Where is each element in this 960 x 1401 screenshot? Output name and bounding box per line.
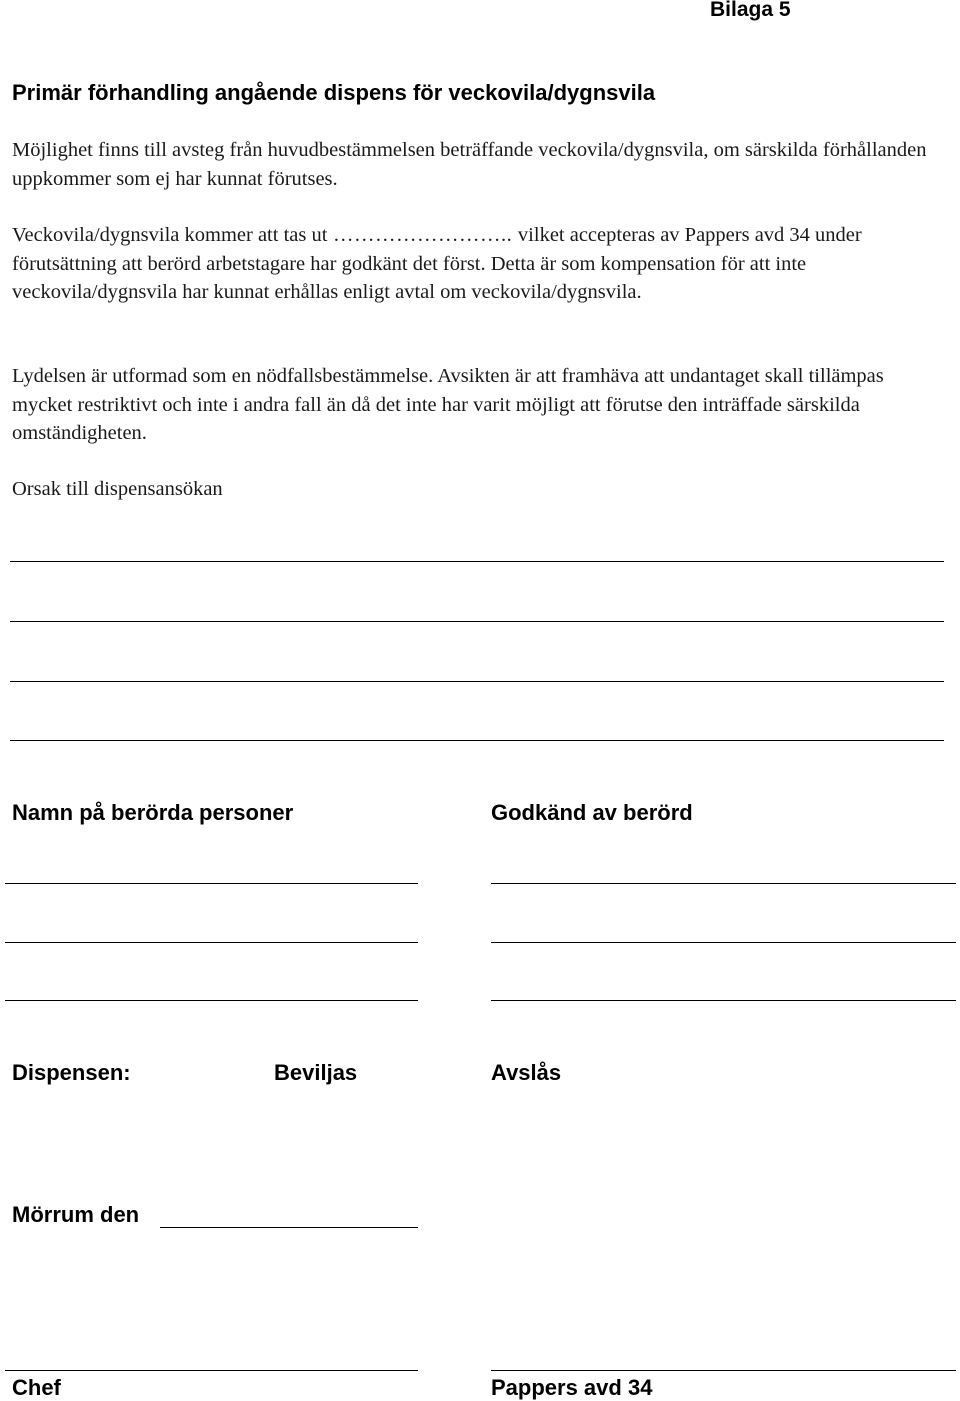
approval-line[interactable] (491, 1000, 956, 1001)
name-line[interactable] (5, 883, 418, 884)
reason-label: Orsak till dispensansökan (12, 478, 223, 500)
signature-line-chief[interactable] (5, 1370, 418, 1371)
approval-line[interactable] (491, 883, 956, 884)
reason-line[interactable] (10, 740, 944, 741)
name-line[interactable] (5, 942, 418, 943)
signature-line-union[interactable] (491, 1370, 956, 1371)
reason-line[interactable] (10, 681, 944, 682)
reason-line[interactable] (10, 561, 944, 562)
reason-line[interactable] (10, 621, 944, 622)
signature-label-union: Pappers avd 34 (491, 1375, 653, 1400)
approval-line[interactable] (491, 942, 956, 943)
name-line[interactable] (5, 1000, 418, 1001)
page-title: Primär förhandling angående dispens för veckovila/dygnsvila (12, 80, 656, 105)
rest-text-start: Veckovila/dygnsvila kommer att tas ut (12, 224, 328, 246)
reject-option[interactable]: Avslås (491, 1060, 562, 1085)
names-heading: Namn på berörda personer (12, 800, 294, 825)
approved-heading: Godkänd av berörd (491, 800, 693, 825)
intro-paragraph: Möjlighet finns till avsteg från huvudbestämmelsen beträffande veckovila/dygnsvila, om särskilda förhållanden uppkommer som ej har kunnat förutses. (12, 139, 927, 190)
rest-paragraph (12, 221, 947, 307)
approve-option[interactable]: Beviljas (274, 1060, 358, 1085)
date-line[interactable] (160, 1227, 418, 1228)
wording-paragraph: Lydelsen är utformad som en nödfallsbestämmelse. Avsikten är att framhäva att undantaget skall tillämpas mycket restriktivt och inte i andra fall än då det inte har varit möjligt att förutse den inträffade särskilda omständigheten. (12, 365, 884, 444)
signature-label-chief: Chef (12, 1375, 61, 1400)
rest-text-end: vilket accepteras av Pappers avd 34 under förutsättning att berörd arbetstagare har godkänt det först. Detta är som kompensation för att inte veckovila/dygnsvila har kunnat erhållas enligt avtal om veckovila/dygnsvila. (12, 224, 862, 303)
rest-dots-blank[interactable]: …………………….. (327, 224, 518, 246)
attachment-label: Bilaga 5 (710, 0, 791, 21)
decision-label: Dispensen: (12, 1060, 131, 1085)
place-date-label: Mörrum den (12, 1202, 140, 1227)
